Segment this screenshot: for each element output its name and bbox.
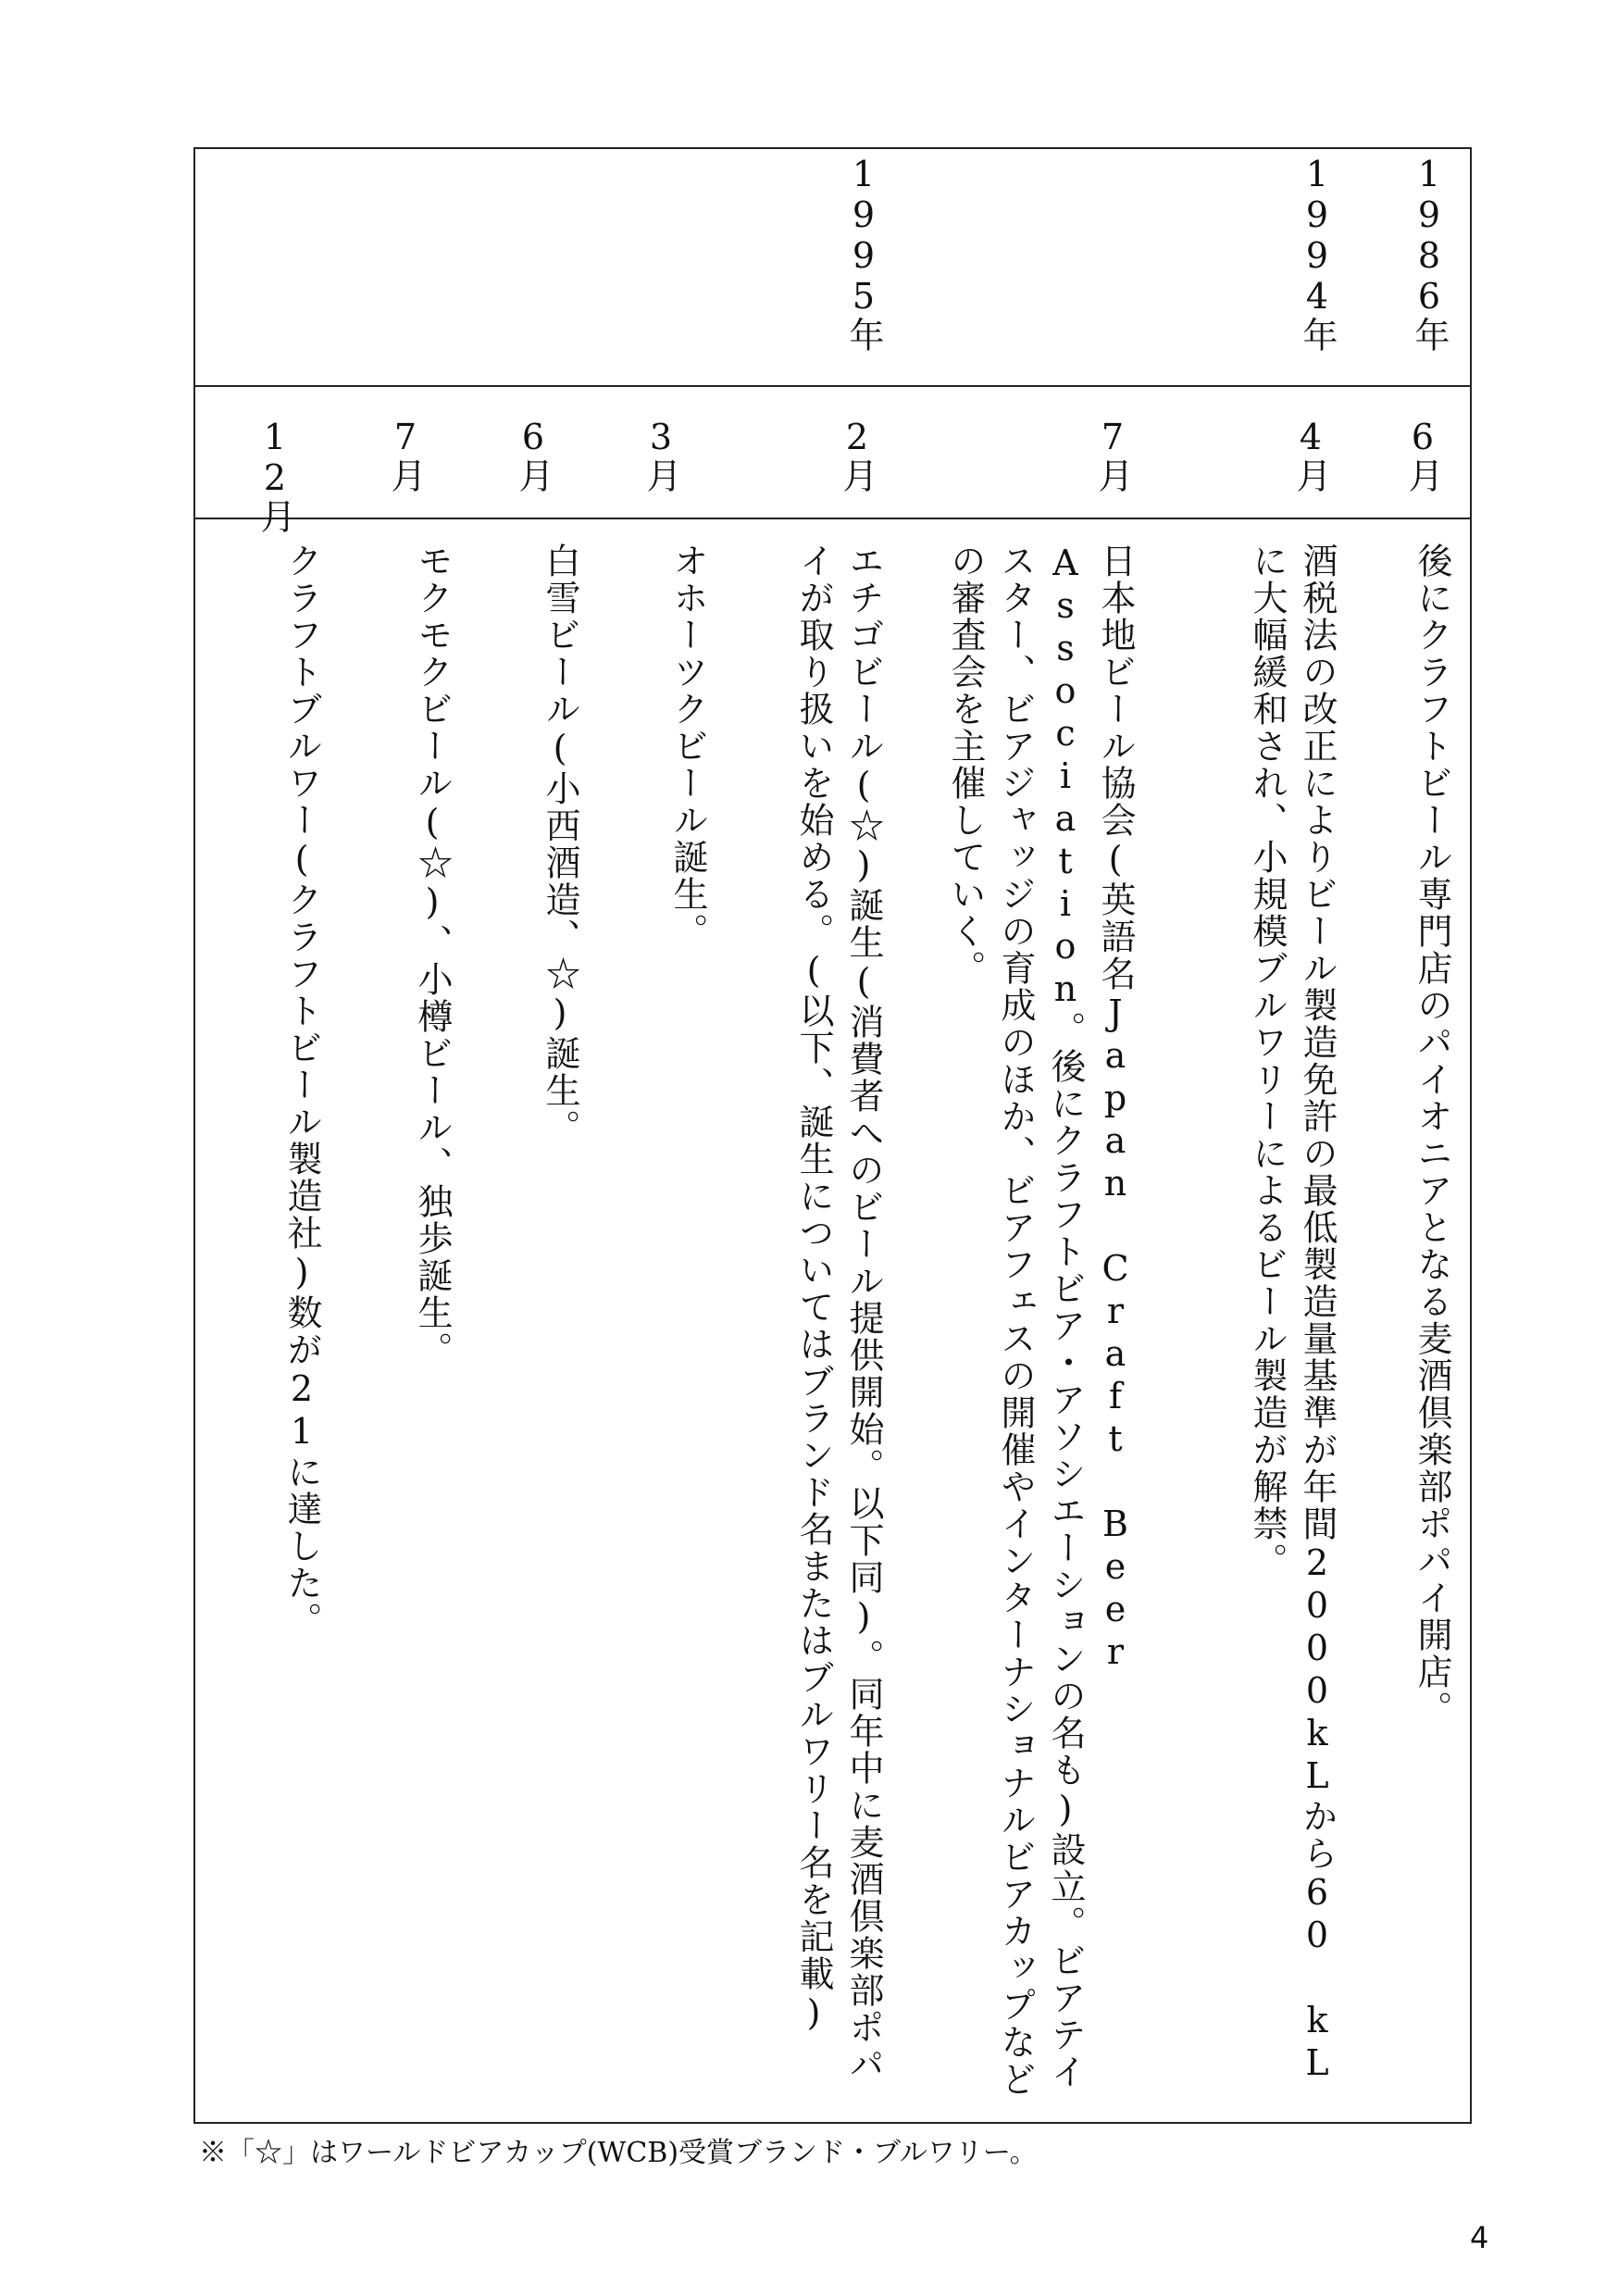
year-cell: 1994年 bbox=[1297, 154, 1338, 352]
month-cell: 7月 bbox=[385, 417, 426, 493]
month-cell: 12月 bbox=[255, 417, 295, 533]
event-text: 後にクラフトビール専門店のパイオニアとなる麦酒倶楽部ポパイ開店。 bbox=[1412, 543, 1452, 1728]
page-number: 4 bbox=[1470, 2220, 1489, 2255]
month-cell: 3月 bbox=[641, 417, 681, 493]
year-row-divider bbox=[193, 385, 1472, 387]
year-cell: 1986年 bbox=[1409, 154, 1450, 352]
event-text: クラフトブルワー(クラフトビール製造社)数が21に達した。 bbox=[281, 543, 322, 1639]
month-row-divider bbox=[193, 518, 1472, 519]
event-text: 日本地ビール協会(英語名Japan Craft Beer Association。後にクラフトビア・アソシエーションの名も)設立。ビアテイスター、ビアジャッジの育成のほか、ビアフェスの開催やインターナショナルビアカップなどの審査会を主催していく。 bbox=[945, 543, 1136, 2098]
month-cell: 4月 bbox=[1290, 417, 1331, 493]
footnote: ※「☆」はワールドビアカップ(WCB)受賞ブランド・ブルワリー。 bbox=[199, 2137, 1038, 2169]
event-text: 酒税法の改正によりビール製造免許の最低製造量基準が年間2000kLから60 kLに大幅緩和され、小規模ブルワリーによるビール製造が解禁。 bbox=[1247, 543, 1338, 2085]
month-cell: 6月 bbox=[1402, 417, 1443, 493]
event-text: モクモクビール(☆)、小樽ビール、独歩誕生。 bbox=[412, 543, 453, 1368]
month-cell: 2月 bbox=[837, 417, 877, 493]
event-text: エチゴビール(☆)誕生(消費者へのビール提供開始。以下同)。同年中に麦酒倶楽部ポパイが取り扱いを始める。(以下、誕生についてはブランド名またはブルワリー名を記載) bbox=[793, 543, 884, 2083]
month-cell: 7月 bbox=[1092, 417, 1133, 493]
year-cell: 1995年 bbox=[843, 154, 884, 352]
month-cell: 6月 bbox=[513, 417, 554, 493]
event-text: オホーツクビール誕生。 bbox=[667, 543, 708, 950]
event-text: 白雪ビール(小西酒造、☆)誕生。 bbox=[540, 543, 580, 1146]
